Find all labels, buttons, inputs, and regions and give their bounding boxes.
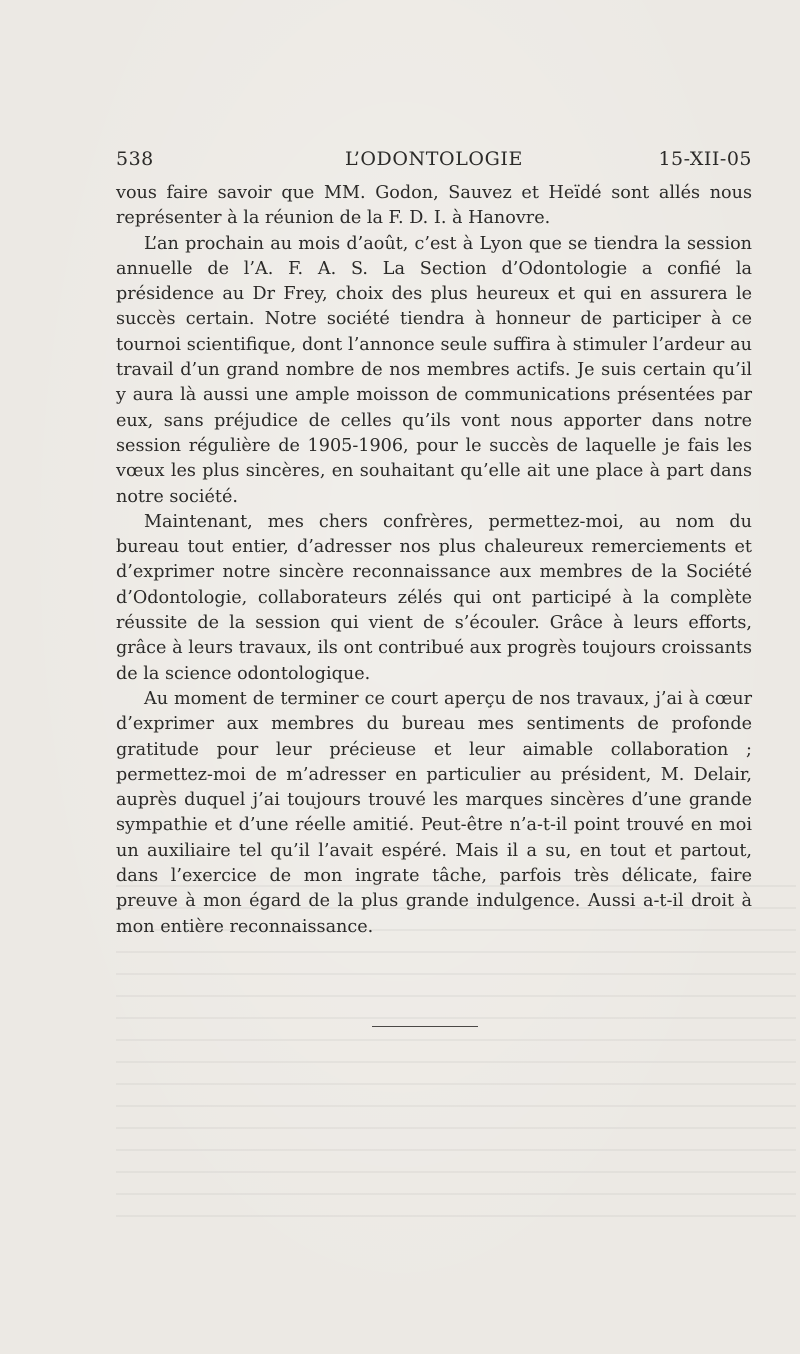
page-number: 538 [116, 148, 154, 170]
paragraph: L’an prochain au mois d’août, c’est à Lyon que se tiendra la session annuelle de l’A. F. A. S. La Section d’Odontologie a confié la présidence au Dr Frey, choix des plus heureux et qui en assurera le succès certain. Notre société tiendra à honneur de participer à ce tournoi scientifique, dont l’annonce seule suffira à stimuler l’ardeur au travail d’un grand nombre de nos membres actifs. Je suis certain qu’il y aura là aussi une ample moisson de communications présentées par eux, sans préjudice de celles qu’ils vont nous apporter dans notre session régulière de 1905-1906, pour le succès de laquelle je fais les vœux les plus sincères, en souhaitant qu’elle ait une place à part dans notre société. [116, 233, 752, 507]
journal-title: L’ODONTOLOGIE [345, 148, 523, 170]
body-text [116, 181, 752, 940]
running-header [116, 148, 752, 176]
paragraph: Au moment de terminer ce court aperçu de nos travaux, j’ai à cœur d’exprimer aux membres du bureau mes sentiments de profonde gratitude pour leur précieuse et leur aimable collaboration ; permettez-moi de m’adresser en particulier au président, M. Delair, auprès duquel j’ai toujours trouvé les marques sincères d’une grande sympathie et d’une réelle amitié. Peut-être n’a-t-il point trouvé en moi un auxiliaire tel qu’il l’avait espéré. Mais il a su, en tout et partout, dans l’exercice de mon ingrate tâche, parfois très délicate, faire preuve à mon égard de la plus grande indulgence. Aussi a-t-il droit à mon entière reconnaissance. [116, 688, 752, 937]
paragraph: Maintenant, mes chers confrères, permettez-moi, au nom du bureau tout entier, d’adresser nos plus chaleureux remerciements et d’exprimer notre sincère reconnaissance aux membres de la Société d’Odontologie, collaborateurs zélés qui ont participé à la complète réussite de la session qui vient de s’écouler. Grâce à leurs efforts, grâce à leurs travaux, ils ont contribué aux progrès toujours croissants de la science odontologique. [116, 511, 752, 684]
section-divider [372, 1026, 478, 1027]
paragraph-continuation: vous faire savoir que MM. Godon, Sauvez et Heïdé sont allés nous représenter à la réunion de la F. D. I. à Hanovre. [116, 183, 752, 229]
issue-date: 15-XII-05 [658, 148, 752, 170]
